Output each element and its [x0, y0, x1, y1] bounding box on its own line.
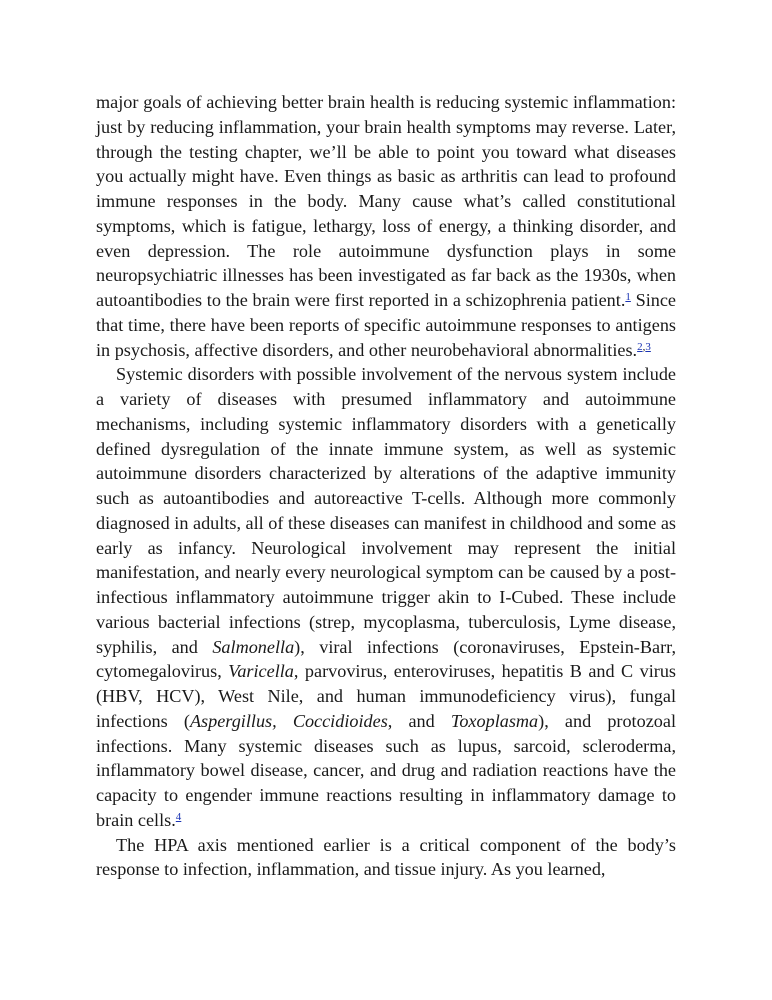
italic-term-fungi: Aspergillus, Coccidioides	[189, 710, 388, 731]
italic-term-toxoplasma: Toxoplasma	[450, 710, 539, 731]
italic-term-salmonella: Salmonella	[212, 636, 295, 657]
text-run: Since that time, there have been reports of specific autoimmune responses to antigens in psychosis, affective disorders, and other neurobehavioral abnormalities.	[96, 290, 676, 360]
footnote-link-2[interactable]: 2	[637, 340, 643, 353]
text-run: Systemic disorders with possible involvement of the nervous system include a variety of diseases with presumed inflammatory and autoimmune mechanisms, including systemic inflammatory disorders with a genetically defined dysregulation of the innate immune system, as well as systemic autoimmune disorders characterized by alterations of the adaptive immunity such as autoantibodies and autoreactive T-cells. Although more commonly diagnosed in adults, all of these diseases can manifest in childhood and some as early as infancy. Neurological involvement may represent the initial manifestation, and nearly every neurological symptom can be caused by a post-infectious inflammatory autoimmune trigger akin to I-Cubed. These include various bacterial infections (strep, mycoplasma, tuberculosis, Lyme disease, syphilis, and	[96, 364, 676, 657]
paragraph-hpa-axis	[96, 833, 676, 883]
text-run: ), viral infections (coronaviruses, Epstein-Barr, cytomegalovirus,	[96, 636, 677, 682]
paragraph-systemic-disorders	[96, 362, 676, 832]
document-page	[96, 90, 676, 882]
text-run: ), and protozoal infections. Many systemic diseases such as lupus, sarcoid, scleroderma, inflammatory bowel disease, cancer, and drug and radiation reactions have the capacity to engender immune reactions resulting in inflammatory damage to brain cells.	[96, 710, 676, 830]
text-run: major goals of achieving better brain health is reducing systemic inflammation: just by reducing inflammation, your brain health symptoms may reverse. Later, through the testing chapter, we’ll be able to point you toward what diseases you actually might have. Even things as basic as arthritis can lead to profound immune responses in the body. Many cause what’s called constitutional symptoms, which is fatigue, lethargy, loss of energy, a thinking disorder, and even depression. The role autoimmune dysfunction plays in some neuropsychiatric illnesses has been investigated as far back as the 1930s, when autoantibodies to the brain were first reported in a schizophrenia patient.	[96, 92, 676, 310]
text-run: , parvovirus, enteroviruses, hepatitis B and C virus (HBV, HCV), West Nile, and human immunodeficiency virus), fungal infections (	[96, 661, 676, 731]
footnote-link-1[interactable]: 1	[625, 291, 631, 303]
text-run: The HPA axis mentioned earlier is a critical component of the body’s response to infection, inflammation, and tissue injury. As you learned,	[96, 834, 676, 880]
paragraph-autoimmune-intro	[96, 90, 676, 362]
footnote-link-3[interactable]: 3	[645, 340, 651, 353]
text-run: , and	[387, 710, 451, 731]
footnote-link-4[interactable]: 4	[175, 810, 182, 823]
italic-term-varicella: Varicella	[228, 661, 294, 682]
footnote-separator: ,	[642, 340, 646, 353]
